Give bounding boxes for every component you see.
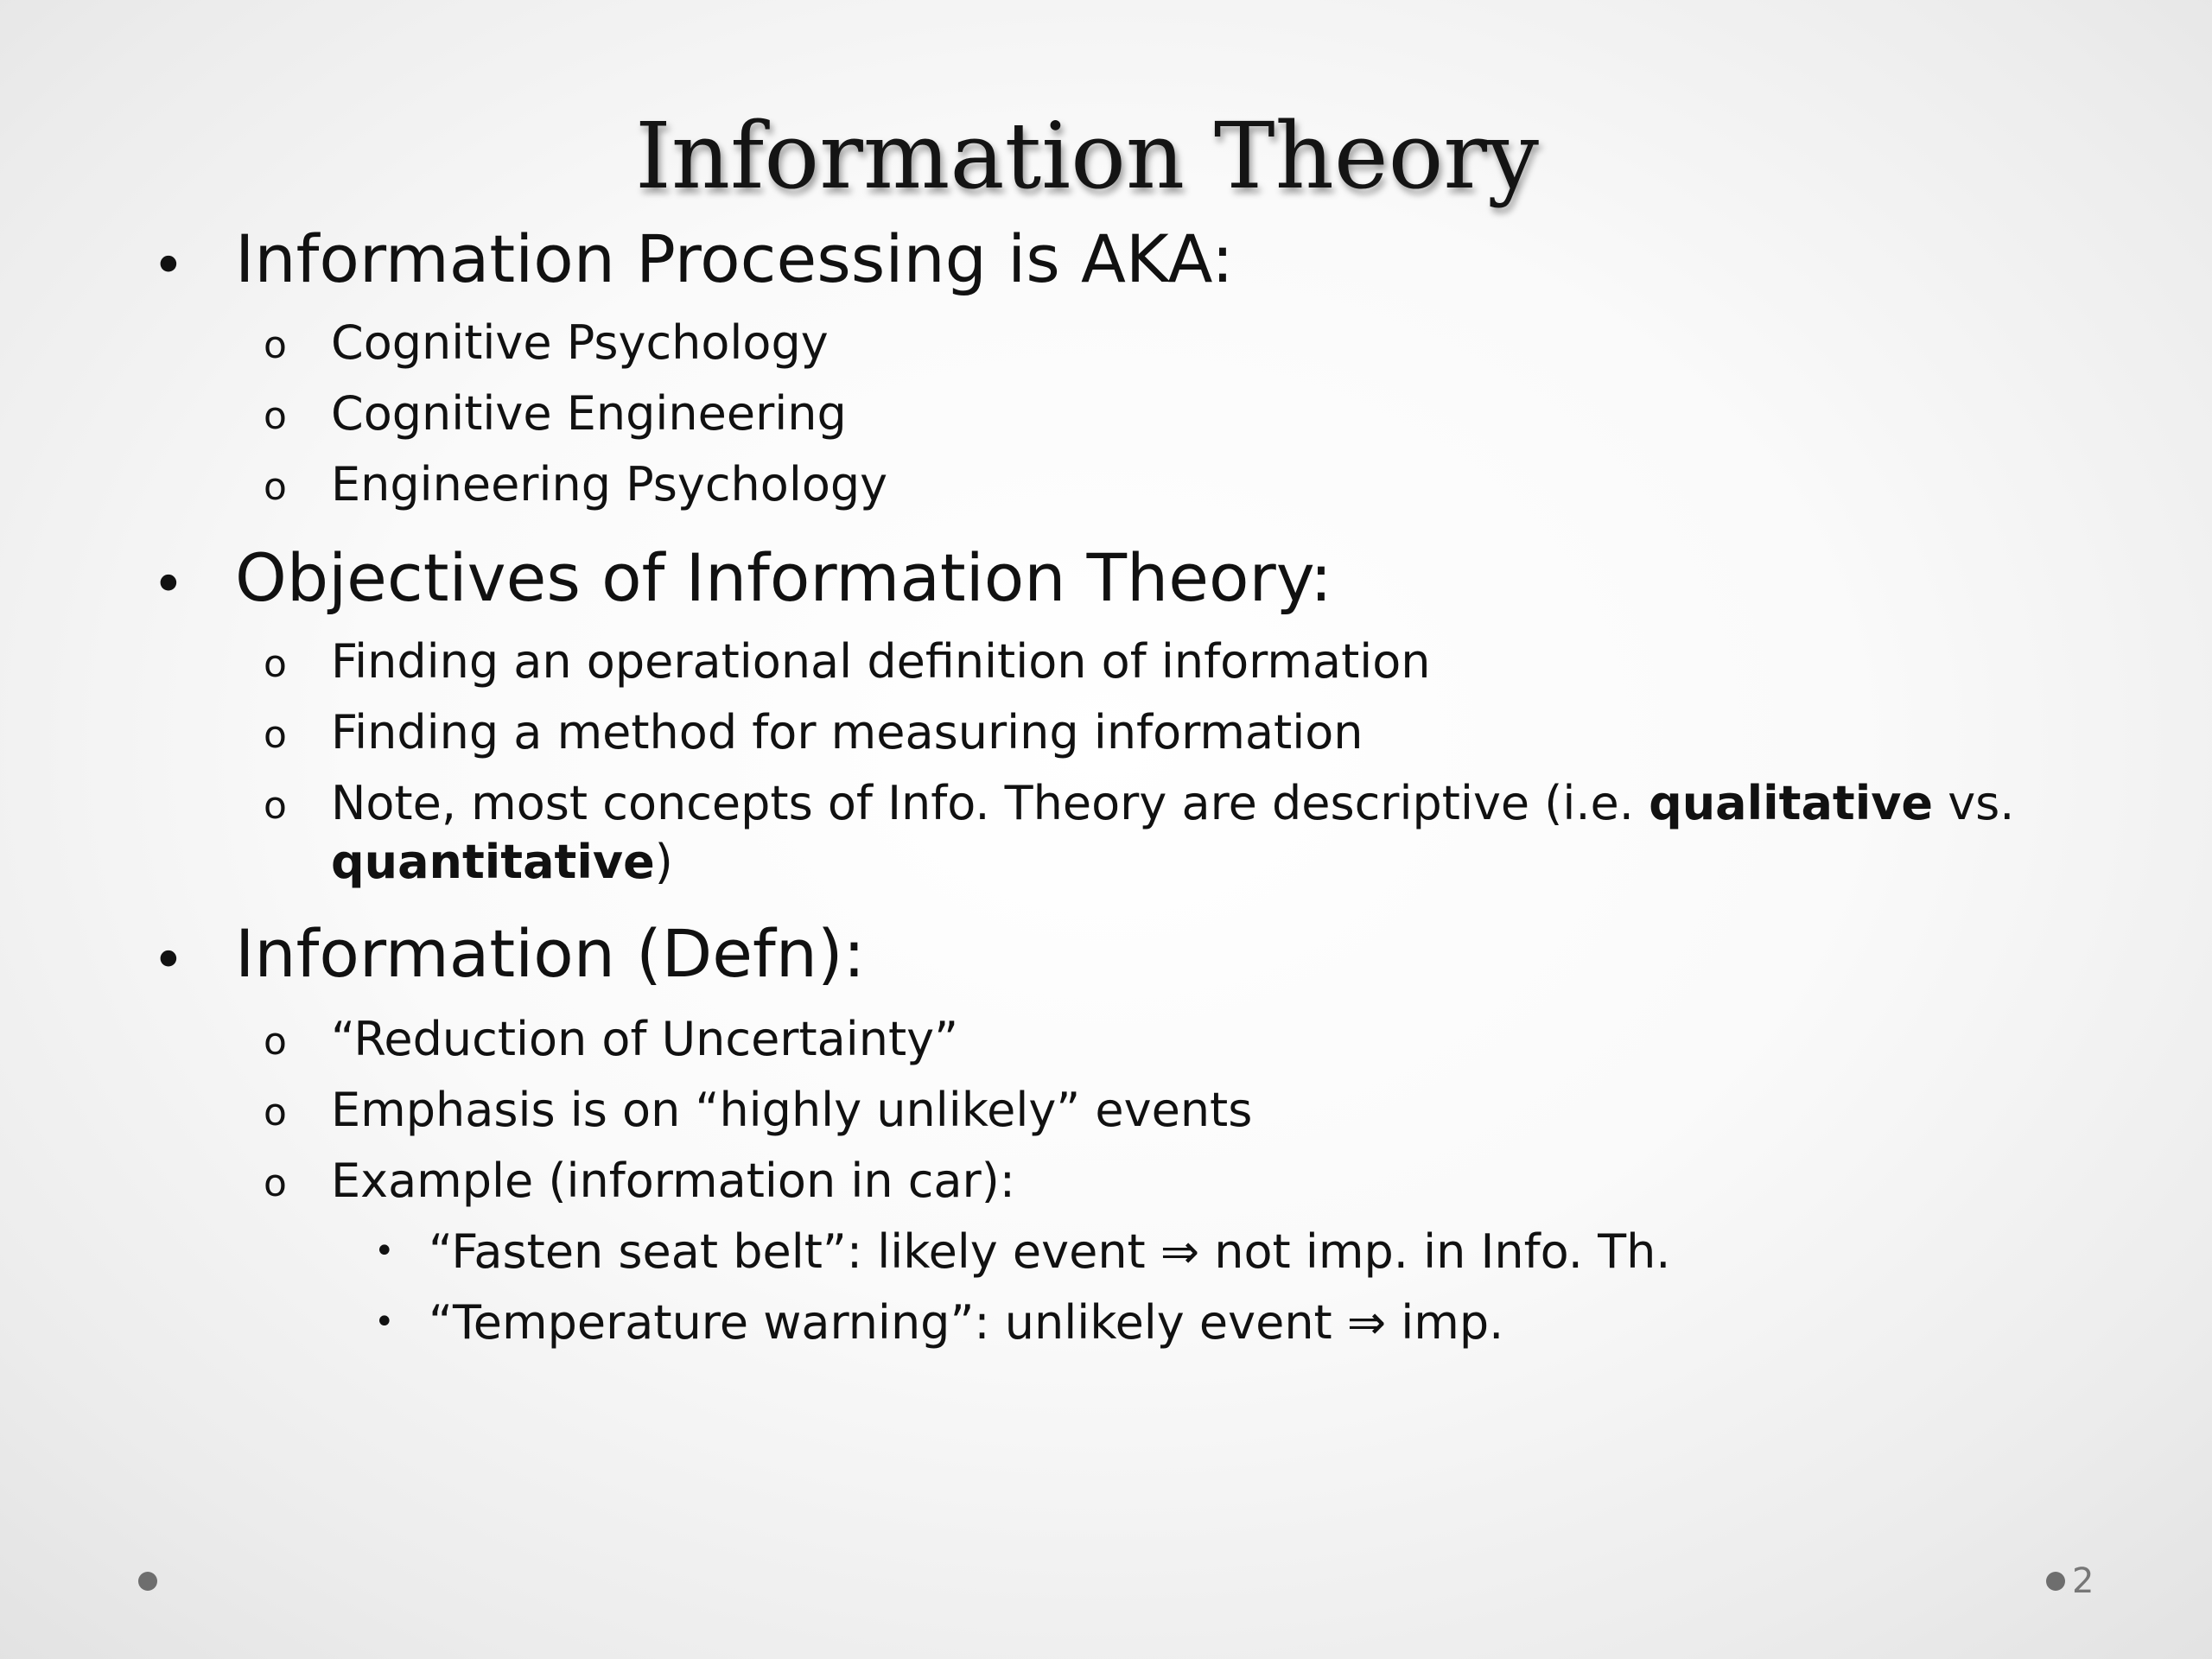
nav-dot-icon xyxy=(138,1572,157,1591)
sub-bullet-icon: o xyxy=(264,1090,287,1135)
note-continuation xyxy=(331,835,673,889)
note-bold-qualitative: qualitative xyxy=(1649,776,1934,830)
sub-bullet-icon: o xyxy=(264,713,287,757)
sub-bullet-icon: o xyxy=(264,465,287,509)
list-item: Cognitive Engineering xyxy=(331,386,847,441)
list-item: Engineering Psychology xyxy=(331,457,888,512)
list-item: Example (information in car): xyxy=(331,1154,1015,1208)
sub-bullet-icon: o xyxy=(264,1020,287,1064)
bullet-icon: • xyxy=(152,234,185,298)
section-heading-aka: Information Processing is AKA: xyxy=(235,220,1234,297)
list-item: Finding a method for measuring information xyxy=(331,705,1363,760)
sub-list-item: “Temperature warning”: unlikely event ⇒ imp. xyxy=(429,1295,1504,1350)
sub-bullet-icon: o xyxy=(264,1161,287,1205)
sub-bullet-icon: o xyxy=(264,642,287,686)
note-middle: vs. xyxy=(1933,776,2015,830)
nav-dot-icon xyxy=(2046,1572,2065,1591)
list-item: Emphasis is on “highly unlikely” events xyxy=(331,1083,1253,1137)
note-bold-quantitative: quantitative xyxy=(331,835,655,889)
bullet-icon: • xyxy=(374,1231,395,1271)
bullet-icon: • xyxy=(152,929,185,993)
slide-title: Information Theory xyxy=(635,103,1539,209)
sub-bullet-icon: o xyxy=(264,394,287,438)
sub-bullet-icon: o xyxy=(264,784,287,828)
section-heading-objectives: Objectives of Information Theory: xyxy=(235,539,1332,616)
bullet-icon: • xyxy=(152,553,185,617)
list-item: Cognitive Psychology xyxy=(331,315,829,370)
sub-list-item: “Fasten seat belt”: likely event ⇒ not imp. in Info. Th. xyxy=(429,1224,1671,1279)
slide-number: 2 xyxy=(2072,1561,2094,1601)
note-line xyxy=(331,776,2015,830)
list-item: “Reduction of Uncertainty” xyxy=(331,1012,959,1066)
note-suffix: ) xyxy=(654,835,673,889)
note-prefix: Note, most concepts of Info. Theory are descriptive (i.e. xyxy=(331,776,1649,830)
sub-bullet-icon: o xyxy=(264,323,287,367)
list-item: Finding an operational definition of information xyxy=(331,634,1431,689)
bullet-icon: • xyxy=(374,1302,395,1342)
section-heading-definition: Information (Defn): xyxy=(235,915,866,992)
